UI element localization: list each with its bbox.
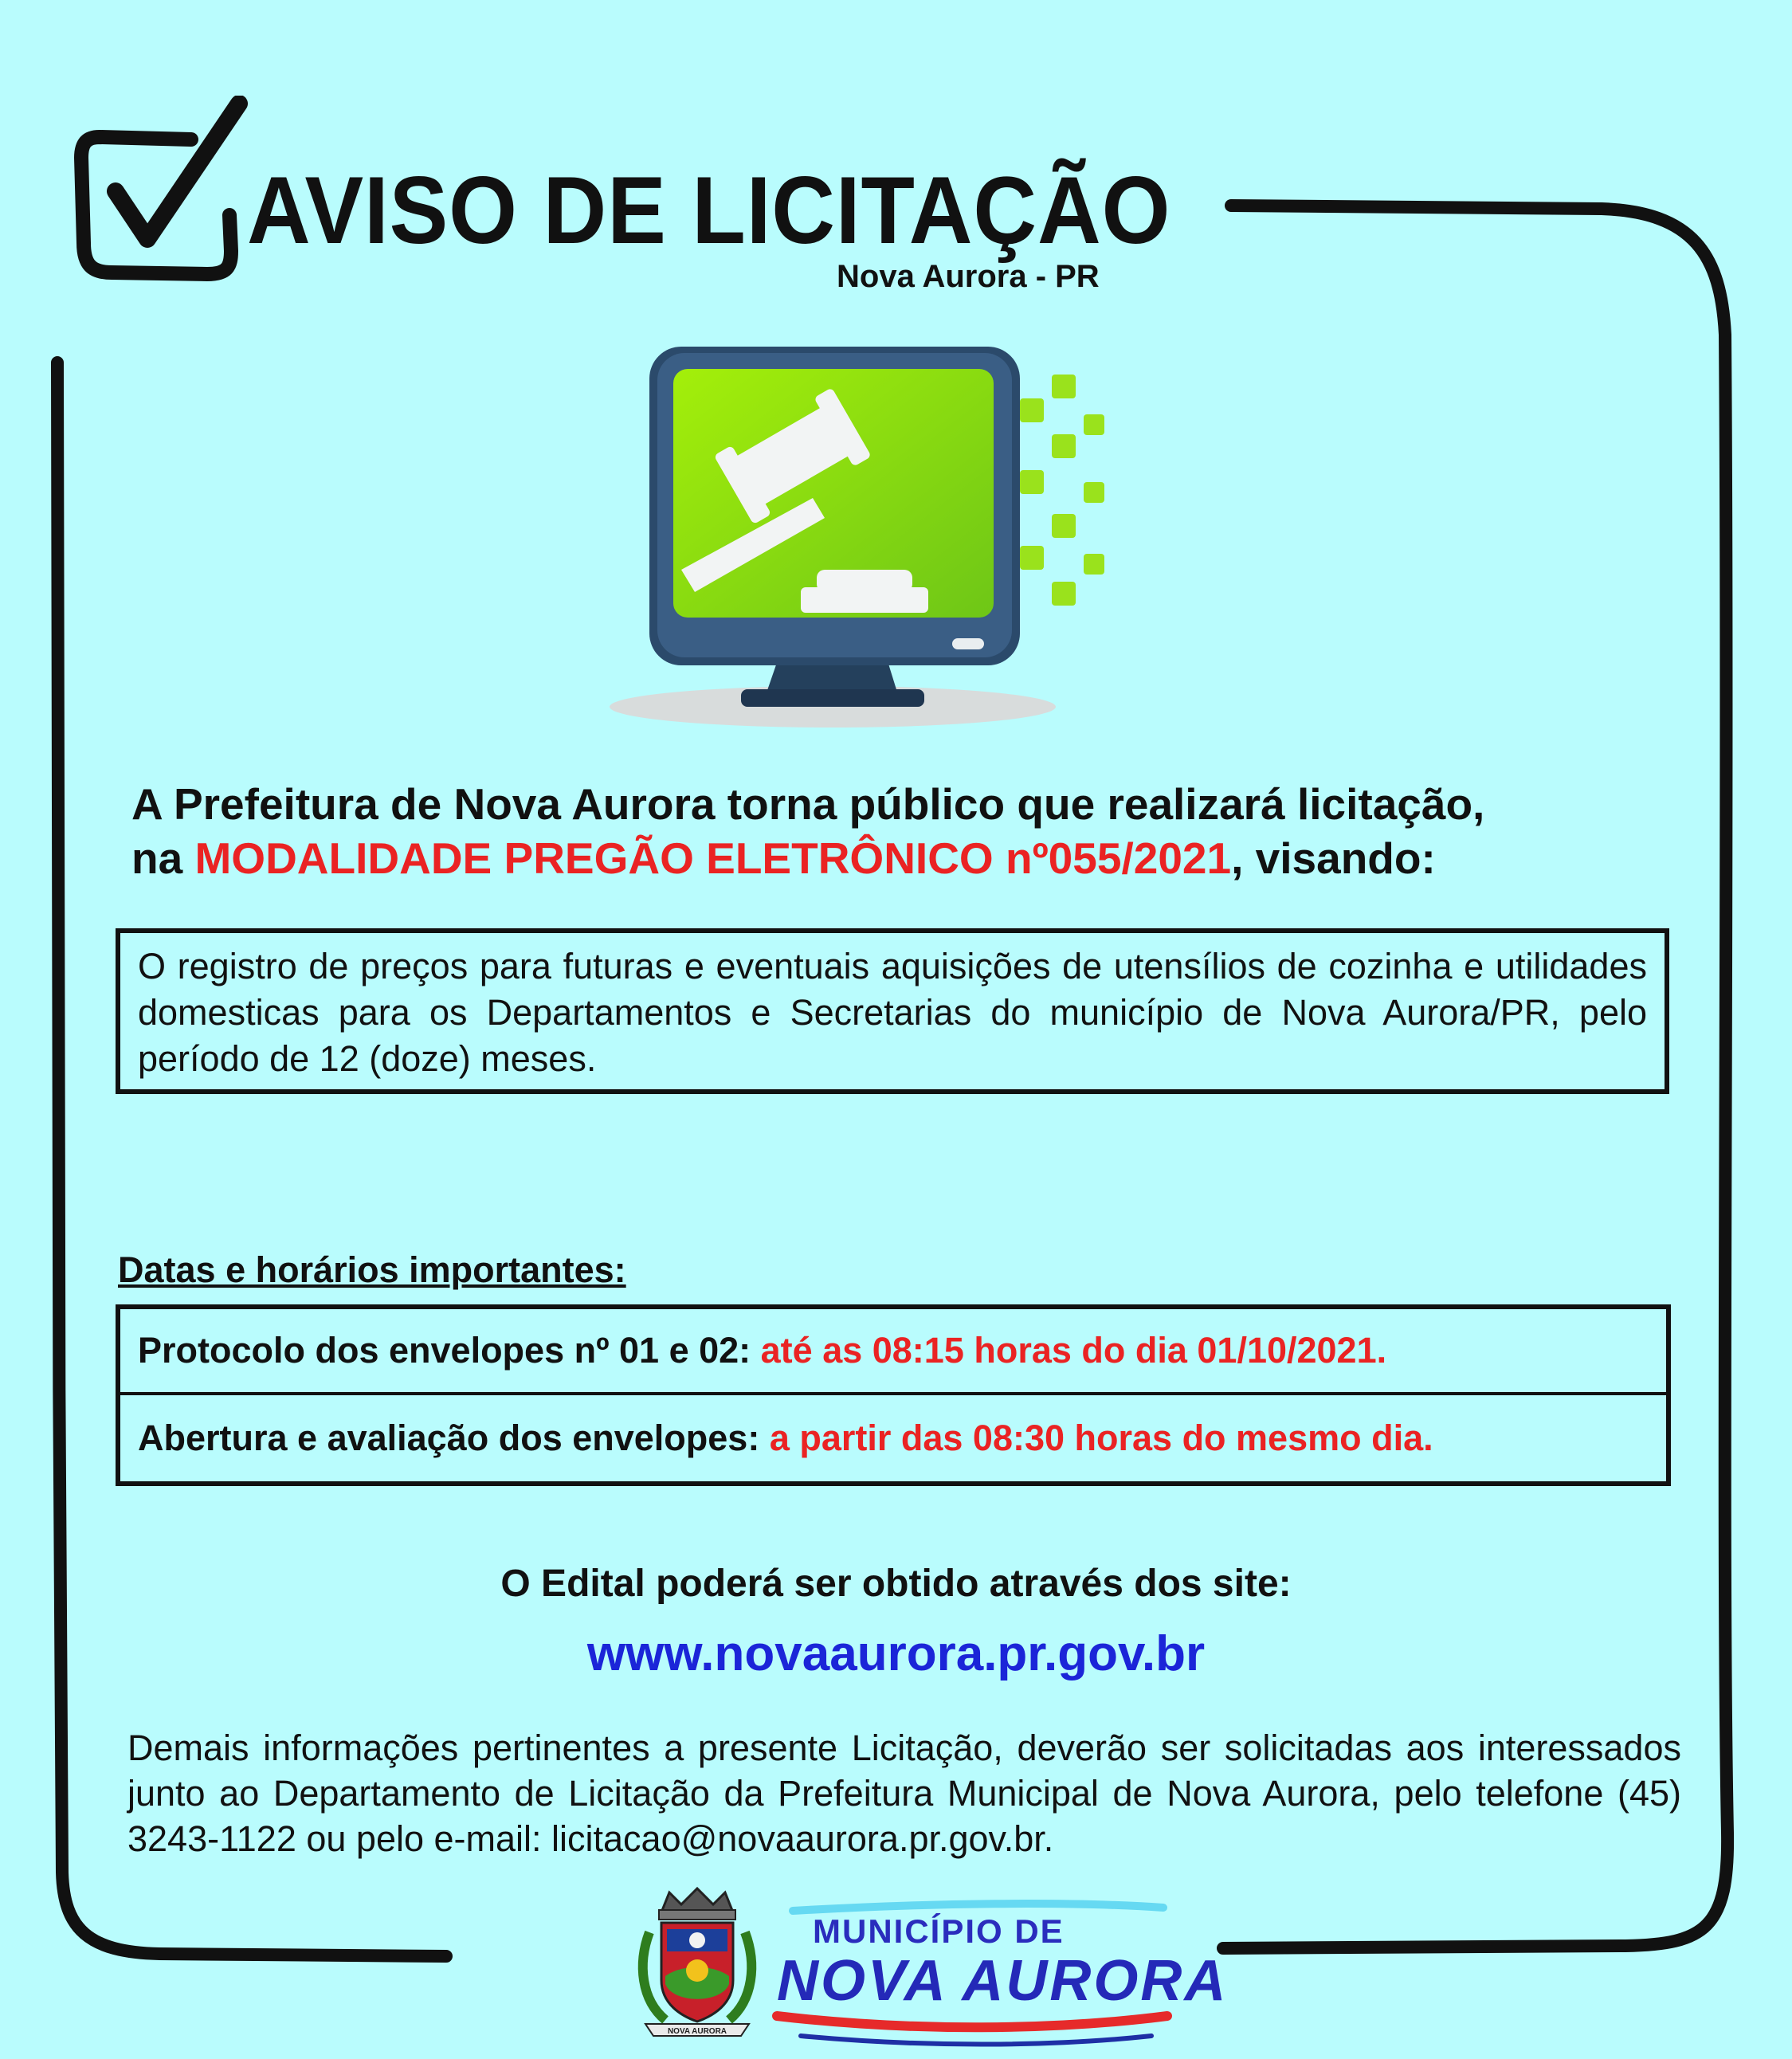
modality-highlight: MODALIDADE PREGÃO ELETRÔNICO nº055/2021 xyxy=(194,833,1232,883)
intro-line-1: A Prefeitura de Nova Aurora torna público que realizará licitação, xyxy=(131,779,1485,829)
closing-paragraph: Demais informações pertinentes a presente Licitação, deverão ser solicitadas aos interessados junto ao Departamento de Licitação da Prefeitura Municipal de Nova Aurora, pelo telefone (45) 3243-1122 ou pelo e-mail: licitacao@novaaurora.pr.gov.br. xyxy=(127,1728,1681,1859)
date-row-value: até as 08:15 horas do dia 01/10/2021. xyxy=(760,1330,1387,1371)
intro-suffix: , visando: xyxy=(1231,833,1436,883)
date-row-label: Abertura e avaliação dos envelopes: xyxy=(138,1418,770,1458)
date-row-protocol xyxy=(120,1309,1666,1395)
crest-ribbon-text: NOVA AURORA xyxy=(667,2027,727,2036)
logo-municipio-text: MUNICÍPIO DE xyxy=(813,1912,1065,1950)
object-box xyxy=(116,928,1669,1094)
date-row-value: a partir das 08:30 horas do mesmo dia. xyxy=(769,1418,1433,1458)
municipal-crest-logo xyxy=(633,1884,761,2044)
edital-label: O Edital poderá ser obtido através dos site: xyxy=(500,1563,1292,1605)
date-row-opening xyxy=(120,1395,1666,1481)
dates-heading: Datas e horários importantes: xyxy=(118,1249,626,1290)
intro-prefix: na xyxy=(131,833,195,883)
page-subtitle: Nova Aurora - PR xyxy=(837,259,1100,294)
date-row-label: Protocolo dos envelopes nº 01 e 02: xyxy=(138,1330,761,1371)
logo-nova-aurora-text: NOVA AURORA xyxy=(777,1949,1229,2013)
edital-website-link[interactable]: www.novaaurora.pr.gov.br xyxy=(586,1626,1206,1681)
page-title: AVISO DE LICITAÇÃO xyxy=(247,157,1171,264)
intro-paragraph xyxy=(131,777,1693,885)
checkbox-checked-icon xyxy=(72,96,263,287)
object-description: O registro de preços para futuras e eventuais aquisições de utensílios de cozinha e utilidades domesticas para os Departamentos e Secretarias do município de Nova Aurora/PR, pelo período de 12 (doze) meses. xyxy=(138,946,1647,1079)
dates-table xyxy=(116,1304,1671,1486)
auction-gavel-monitor-icon xyxy=(606,339,1131,733)
intro-line-2 xyxy=(131,831,1693,885)
